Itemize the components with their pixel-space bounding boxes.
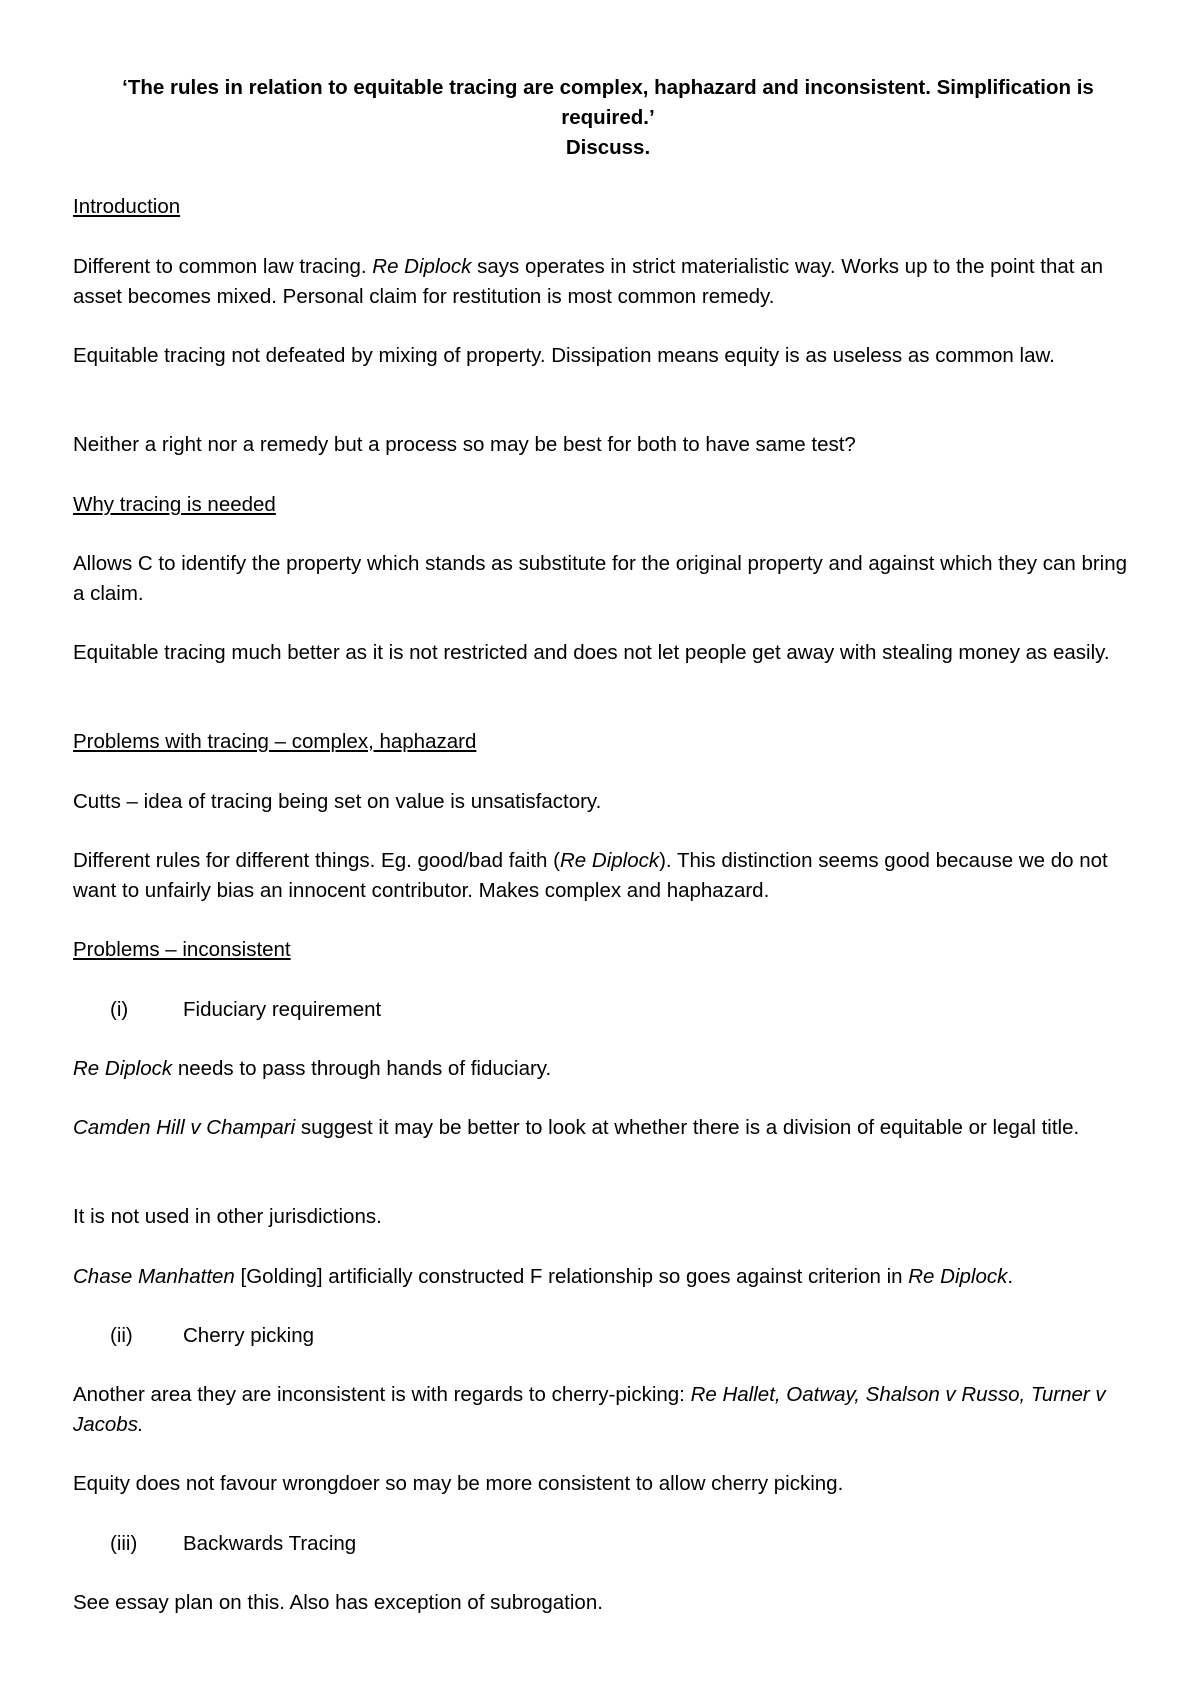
case-name: Re Diplock [908,1265,1008,1288]
paragraph: Different to common law tracing. Re Diplock says operates in strict materialistic way. Works up to the point that an asset becomes mixed. Personal claim for restitution is most common remedy. [73,255,1104,308]
case-name: Chase Manhatten [73,1265,235,1288]
section-heading-problems-complex: Problems with tracing – complex, haphazard [73,730,477,753]
paragraph: Different rules for different things. Eg. good/bad faith (Re Diplock). This distinction seems good because we do not want to unfairly bias an innocent contributor. Makes complex and haphazard. [73,849,1108,902]
subheading-backwards-tracing: Backwards Tracing [183,1532,357,1555]
subheading-cherry-picking: Cherry picking [183,1324,315,1347]
section-heading-introduction: Introduction [73,195,181,218]
paragraph: Equitable tracing much better as it is not restricted and does not let people get away with stealing money as easily. [73,641,1110,664]
paragraph: It is not used in other jurisdictions. [73,1205,382,1228]
case-name: Re Diplock [372,255,472,278]
paragraph: Neither a right nor a remedy but a process so may be best for both to have same test? [73,433,856,456]
list-number: (iii) [110,1532,138,1555]
paragraph: Camden Hill v Champari suggest it may be better to look at whether there is a division of equitable or legal title. [73,1116,1080,1139]
case-name: Re Diplock [73,1057,173,1080]
paragraph: See essay plan on this. Also has exception of subrogation. [73,1591,603,1614]
paragraph: Equitable tracing not defeated by mixing of property. Dissipation means equity is as useless as common law. [73,344,1055,367]
section-heading-problems-inconsistent: Problems – inconsistent [73,938,291,961]
case-names: Re Hallet, Oatway, Shalson v Russo, Turner v Jacobs. [73,1383,1106,1436]
essay-question: ‘The rules in relation to equitable tracing are complex, haphazard and inconsistent. Simplification is required.’ [122,76,1094,129]
paragraph: Chase Manhatten [Golding] artificially constructed F relationship so goes against criterion in Re Diplock. [73,1265,1014,1288]
essay-title [73,73,1143,163]
case-name: Camden Hill v Champari [73,1116,296,1139]
list-number: (i) [110,998,129,1021]
case-name: Re Diplock [559,849,660,872]
subheading-fiduciary: Fiduciary requirement [183,998,382,1021]
section-heading-why-tracing: Why tracing is needed [73,493,276,516]
paragraph: Cutts – idea of tracing being set on value is unsatisfactory. [73,790,602,813]
paragraph: Another area they are inconsistent is with regards to cherry-picking: Re Hallet, Oatway, Shalson v Russo, Turner v Jacobs. [73,1383,1106,1436]
paragraph: Equity does not favour wrongdoer so may be more consistent to allow cherry picking. [73,1472,844,1495]
list-number: (ii) [110,1324,133,1347]
paragraph: Allows C to identify the property which stands as substitute for the original property and against which they can bring a claim. [73,552,1128,605]
essay-instruction: Discuss. [565,136,651,159]
paragraph: Re Diplock needs to pass through hands of fiduciary. [73,1057,552,1080]
